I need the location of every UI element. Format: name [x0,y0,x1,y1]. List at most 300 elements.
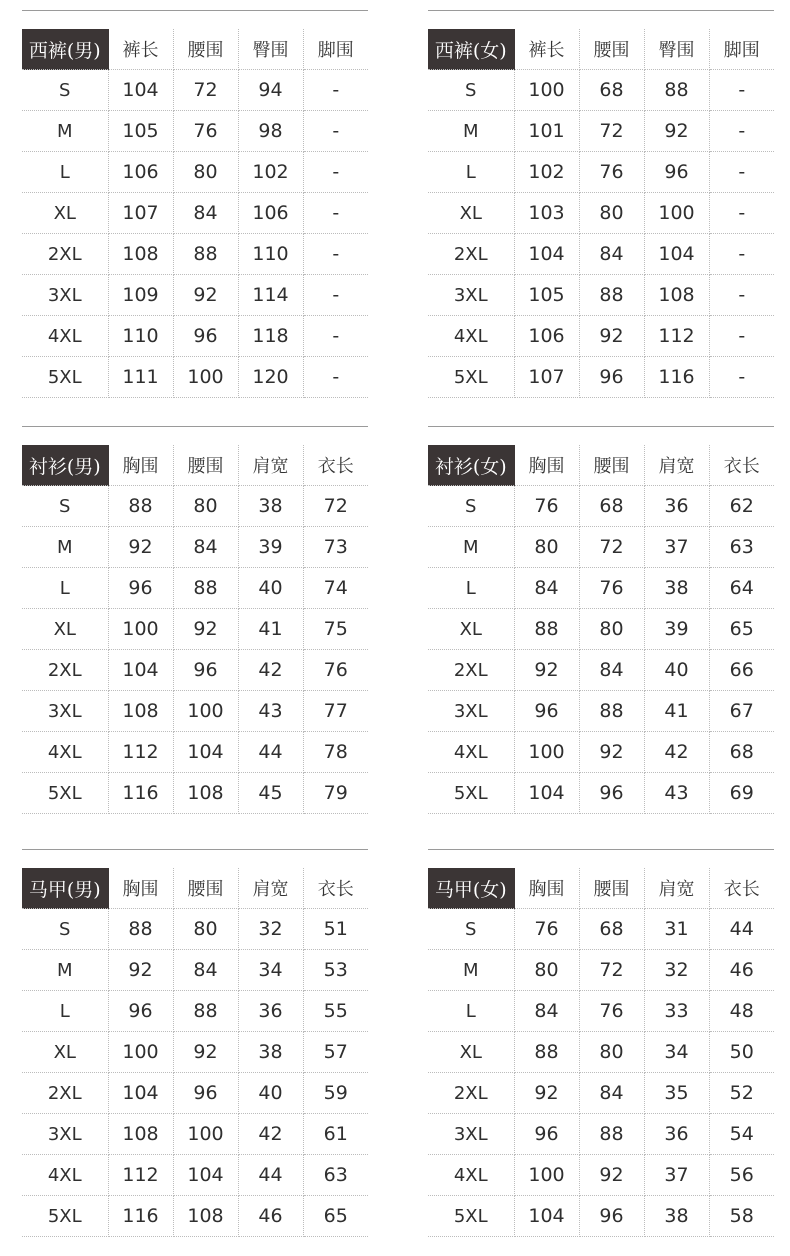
measurement-cell: 92 [514,1073,579,1114]
measurement-cell: 80 [173,486,238,527]
table-row [428,316,774,357]
size-label: M [428,950,514,991]
measurement-cell: 100 [108,1032,173,1073]
measurement-cell: 37 [644,527,709,568]
measurement-cell: 108 [108,691,173,732]
table-row [22,773,368,814]
measurement-cell: 39 [644,609,709,650]
measurement-cell: 96 [579,773,644,814]
measurement-cell: 80 [173,909,238,950]
measurement-cell: - [303,357,368,398]
table-title: 衬衫(女) [428,445,514,486]
measurement-cell: 35 [644,1073,709,1114]
measurement-cell: 116 [108,1196,173,1237]
measurement-cell: 68 [579,70,644,111]
size-label: M [428,111,514,152]
measurement-cell: 106 [514,316,579,357]
measurement-cell: - [709,357,774,398]
size-label: 5XL [22,357,108,398]
measurement-cell: 105 [108,111,173,152]
size-label: S [22,486,108,527]
table-row [22,486,368,527]
measurement-cell: 88 [514,1032,579,1073]
measurement-cell: 62 [709,486,774,527]
table-row [22,650,368,691]
measurement-cell: 103 [514,193,579,234]
measurement-cell: 38 [238,1032,303,1073]
measurement-cell: - [303,111,368,152]
measurement-cell: 111 [108,357,173,398]
column-header: 腰围 [173,29,238,70]
table-row [22,152,368,193]
measurement-cell: - [303,193,368,234]
measurement-cell: 56 [709,1155,774,1196]
measurement-cell: 76 [579,152,644,193]
measurement-cell: 88 [173,991,238,1032]
table-title: 西裤(男) [22,29,108,70]
measurement-cell: 84 [173,950,238,991]
measurement-cell: 51 [303,909,368,950]
measurement-cell: 78 [303,732,368,773]
measurement-cell: 112 [108,732,173,773]
size-label: 2XL [22,650,108,691]
measurement-cell: 104 [514,234,579,275]
measurement-cell: 79 [303,773,368,814]
measurement-cell: 107 [108,193,173,234]
table-row [22,1032,368,1073]
table-row [22,732,368,773]
measurement-cell: 116 [644,357,709,398]
size-label: 4XL [428,732,514,773]
measurement-cell: - [709,316,774,357]
measurement-cell: 43 [644,773,709,814]
measurement-cell: 104 [108,650,173,691]
header-row [428,29,774,70]
size-label: 4XL [22,1155,108,1196]
table-row [428,950,774,991]
table-row [428,609,774,650]
measurement-cell: 84 [173,527,238,568]
measurement-cell: 52 [709,1073,774,1114]
column-header: 肩宽 [644,868,709,909]
measurement-cell: 53 [303,950,368,991]
measurement-cell: 34 [238,950,303,991]
measurement-cell: 96 [173,316,238,357]
measurement-cell: 57 [303,1032,368,1073]
measurement-cell: 50 [709,1032,774,1073]
measurement-cell: 42 [644,732,709,773]
measurement-cell: 72 [173,70,238,111]
measurement-cell: 110 [108,316,173,357]
measurement-cell: 64 [709,568,774,609]
size-label: 3XL [22,691,108,732]
table-row [22,609,368,650]
measurement-cell: 76 [579,991,644,1032]
measurement-cell: 108 [173,773,238,814]
table-row [428,1032,774,1073]
table-title: 衬衫(男) [22,445,108,486]
measurement-cell: 38 [644,568,709,609]
measurement-cell: 48 [709,991,774,1032]
measurement-cell: 88 [173,568,238,609]
measurement-cell: 88 [108,486,173,527]
measurement-cell: 108 [644,275,709,316]
column-header: 胸围 [514,868,579,909]
measurement-cell: - [709,275,774,316]
size-label: 5XL [22,1196,108,1237]
measurement-cell: 96 [108,991,173,1032]
table-row [428,909,774,950]
measurement-cell: 88 [579,1114,644,1155]
measurement-cell: 101 [514,111,579,152]
measurement-cell: 109 [108,275,173,316]
measurement-cell: 44 [238,732,303,773]
measurement-cell: 92 [644,111,709,152]
table-row [22,1114,368,1155]
column-header: 衣长 [709,868,774,909]
column-header: 腰围 [579,29,644,70]
measurement-cell: 68 [579,909,644,950]
measurement-cell: 59 [303,1073,368,1114]
measurement-cell: 75 [303,609,368,650]
column-header: 裤长 [108,29,173,70]
column-header: 胸围 [108,445,173,486]
table-row [428,691,774,732]
table-row [22,234,368,275]
measurement-cell: 100 [173,691,238,732]
measurement-cell: 108 [108,234,173,275]
measurement-cell: 72 [579,527,644,568]
measurement-cell: 46 [709,950,774,991]
size-label: 4XL [22,732,108,773]
table-row [428,357,774,398]
table-row [22,70,368,111]
measurement-cell: 74 [303,568,368,609]
column-header: 胸围 [514,445,579,486]
measurement-cell: 104 [514,1196,579,1237]
header-row [22,29,368,70]
measurement-cell: 92 [108,950,173,991]
table-row [428,1196,774,1237]
table-row [22,193,368,234]
measurement-cell: 37 [644,1155,709,1196]
size-label: L [22,991,108,1032]
measurement-cell: 92 [173,1032,238,1073]
measurement-cell: 76 [514,486,579,527]
measurement-cell: 63 [303,1155,368,1196]
table-row [428,650,774,691]
table-row [428,1073,774,1114]
measurement-cell: 72 [579,950,644,991]
measurement-cell: 112 [644,316,709,357]
measurement-cell: - [709,193,774,234]
measurement-cell: 84 [579,234,644,275]
measurement-cell: 76 [303,650,368,691]
size-table-vest-women [428,849,774,1227]
table-row [22,316,368,357]
measurement-cell: 38 [238,486,303,527]
measurement-cell: 100 [514,732,579,773]
column-header: 裤长 [514,29,579,70]
measurement-cell: 44 [709,909,774,950]
measurement-cell: 42 [238,650,303,691]
table-row [22,1073,368,1114]
measurement-cell: - [709,152,774,193]
table-row [428,275,774,316]
table-row [428,486,774,527]
table-row [428,1155,774,1196]
header-row [22,445,368,486]
size-grid [22,29,368,398]
table-row [22,991,368,1032]
measurement-cell: 63 [709,527,774,568]
size-label: 2XL [22,1073,108,1114]
measurement-cell: 96 [644,152,709,193]
table-row [22,275,368,316]
size-label: S [22,70,108,111]
size-label: S [22,909,108,950]
size-label: XL [428,609,514,650]
measurement-cell: 41 [644,691,709,732]
measurement-cell: 100 [173,357,238,398]
measurement-cell: 65 [709,609,774,650]
measurement-cell: 61 [303,1114,368,1155]
size-grid [428,445,774,814]
table-row [22,568,368,609]
measurement-cell: 108 [173,1196,238,1237]
measurement-cell: 32 [644,950,709,991]
measurement-cell: 96 [108,568,173,609]
measurement-cell: 94 [238,70,303,111]
size-label: M [22,111,108,152]
measurement-cell: - [303,316,368,357]
column-header: 臀围 [644,29,709,70]
measurement-cell: 102 [514,152,579,193]
measurement-cell: 84 [514,991,579,1032]
measurement-cell: 100 [108,609,173,650]
measurement-cell: - [303,152,368,193]
measurement-cell: 67 [709,691,774,732]
measurement-cell: 88 [644,70,709,111]
column-header: 腰围 [173,445,238,486]
measurement-cell: 96 [514,1114,579,1155]
size-label: XL [22,609,108,650]
size-table-shirt-men [22,426,368,804]
measurement-cell: 31 [644,909,709,950]
size-label: 2XL [22,234,108,275]
column-header: 胸围 [108,868,173,909]
measurement-cell: 77 [303,691,368,732]
table-title: 马甲(女) [428,868,514,909]
size-label: 3XL [428,691,514,732]
size-label: S [428,70,514,111]
table-row [22,909,368,950]
size-label: L [428,991,514,1032]
size-label: L [428,152,514,193]
column-header: 肩宽 [644,445,709,486]
measurement-cell: 44 [238,1155,303,1196]
size-label: 2XL [428,1073,514,1114]
table-row [22,111,368,152]
table-row [428,193,774,234]
measurement-cell: 102 [238,152,303,193]
measurement-cell: 40 [644,650,709,691]
measurement-cell: 116 [108,773,173,814]
size-grid [22,445,368,814]
size-label: 2XL [428,234,514,275]
size-label: 2XL [428,650,514,691]
measurement-cell: 88 [173,234,238,275]
measurement-cell: 88 [108,909,173,950]
measurement-cell: 84 [514,568,579,609]
column-header: 腰围 [579,868,644,909]
measurement-cell: 104 [173,732,238,773]
column-header: 腰围 [579,445,644,486]
size-label: 5XL [428,773,514,814]
measurement-cell: 98 [238,111,303,152]
measurement-cell: 32 [238,909,303,950]
size-label: L [22,568,108,609]
size-label: XL [428,1032,514,1073]
measurement-cell: 80 [514,950,579,991]
measurement-cell: 92 [514,650,579,691]
measurement-cell: 120 [238,357,303,398]
measurement-cell: 96 [579,357,644,398]
measurement-cell: 110 [238,234,303,275]
size-label: 4XL [428,1155,514,1196]
measurement-cell: - [303,234,368,275]
measurement-cell: 36 [238,991,303,1032]
header-row [428,445,774,486]
header-row [428,868,774,909]
measurement-cell: 38 [644,1196,709,1237]
measurement-cell: 118 [238,316,303,357]
table-row [428,991,774,1032]
measurement-cell: 104 [108,1073,173,1114]
measurement-cell: 54 [709,1114,774,1155]
measurement-cell: 92 [579,732,644,773]
measurement-cell: 69 [709,773,774,814]
table-row [428,111,774,152]
measurement-cell: 84 [579,650,644,691]
column-header: 臀围 [238,29,303,70]
size-label: 3XL [428,275,514,316]
measurement-cell: 100 [514,70,579,111]
size-label: M [22,950,108,991]
measurement-cell: - [709,111,774,152]
measurement-cell: 88 [579,691,644,732]
table-row [22,1196,368,1237]
table-title: 西裤(女) [428,29,514,70]
measurement-cell: 106 [238,193,303,234]
measurement-cell: 104 [644,234,709,275]
measurement-cell: 92 [173,609,238,650]
measurement-cell: 66 [709,650,774,691]
table-row [22,1155,368,1196]
measurement-cell: 96 [514,691,579,732]
measurement-cell: 100 [173,1114,238,1155]
size-label: 5XL [428,1196,514,1237]
measurement-cell: 92 [173,275,238,316]
measurement-cell: 39 [238,527,303,568]
measurement-cell: 88 [514,609,579,650]
size-label: L [22,152,108,193]
size-label: XL [428,193,514,234]
measurement-cell: 104 [173,1155,238,1196]
measurement-cell: 80 [579,193,644,234]
measurement-cell: 42 [238,1114,303,1155]
measurement-cell: 80 [579,609,644,650]
column-header: 脚围 [303,29,368,70]
size-label: M [22,527,108,568]
table-row [22,527,368,568]
measurement-cell: 36 [644,1114,709,1155]
measurement-cell: 84 [173,193,238,234]
measurement-cell: 68 [579,486,644,527]
size-label: XL [22,193,108,234]
measurement-cell: 65 [303,1196,368,1237]
table-row [428,152,774,193]
measurement-cell: 106 [108,152,173,193]
size-label: S [428,909,514,950]
measurement-cell: 80 [173,152,238,193]
measurement-cell: 33 [644,991,709,1032]
measurement-cell: 92 [579,316,644,357]
column-header: 腰围 [173,868,238,909]
measurement-cell: 40 [238,568,303,609]
column-header: 衣长 [303,445,368,486]
measurement-cell: 84 [579,1073,644,1114]
measurement-cell: 100 [644,193,709,234]
size-label: 5XL [22,773,108,814]
measurement-cell: 43 [238,691,303,732]
column-header: 肩宽 [238,868,303,909]
column-header: 肩宽 [238,445,303,486]
table-row [428,527,774,568]
measurement-cell: 41 [238,609,303,650]
size-grid [428,868,774,1237]
column-header: 脚围 [709,29,774,70]
measurement-cell: 80 [514,527,579,568]
measurement-cell: 114 [238,275,303,316]
measurement-cell: 105 [514,275,579,316]
size-table-trousers-women [428,10,774,388]
measurement-cell: 107 [514,357,579,398]
measurement-cell: 108 [108,1114,173,1155]
column-header: 衣长 [709,445,774,486]
measurement-cell: 55 [303,991,368,1032]
table-row [22,691,368,732]
size-label: 3XL [428,1114,514,1155]
size-table-trousers-men [22,10,368,388]
size-label: 3XL [22,1114,108,1155]
measurement-cell: 104 [108,70,173,111]
measurement-cell: - [709,70,774,111]
table-row [428,234,774,275]
measurement-cell: 100 [514,1155,579,1196]
measurement-cell: - [303,70,368,111]
measurement-cell: 72 [579,111,644,152]
table-row [428,773,774,814]
measurement-cell: 96 [579,1196,644,1237]
measurement-cell: 92 [108,527,173,568]
size-label: 4XL [428,316,514,357]
table-row [428,1114,774,1155]
size-table-vest-men [22,849,368,1227]
table-row [428,732,774,773]
size-label: L [428,568,514,609]
table-row [428,70,774,111]
